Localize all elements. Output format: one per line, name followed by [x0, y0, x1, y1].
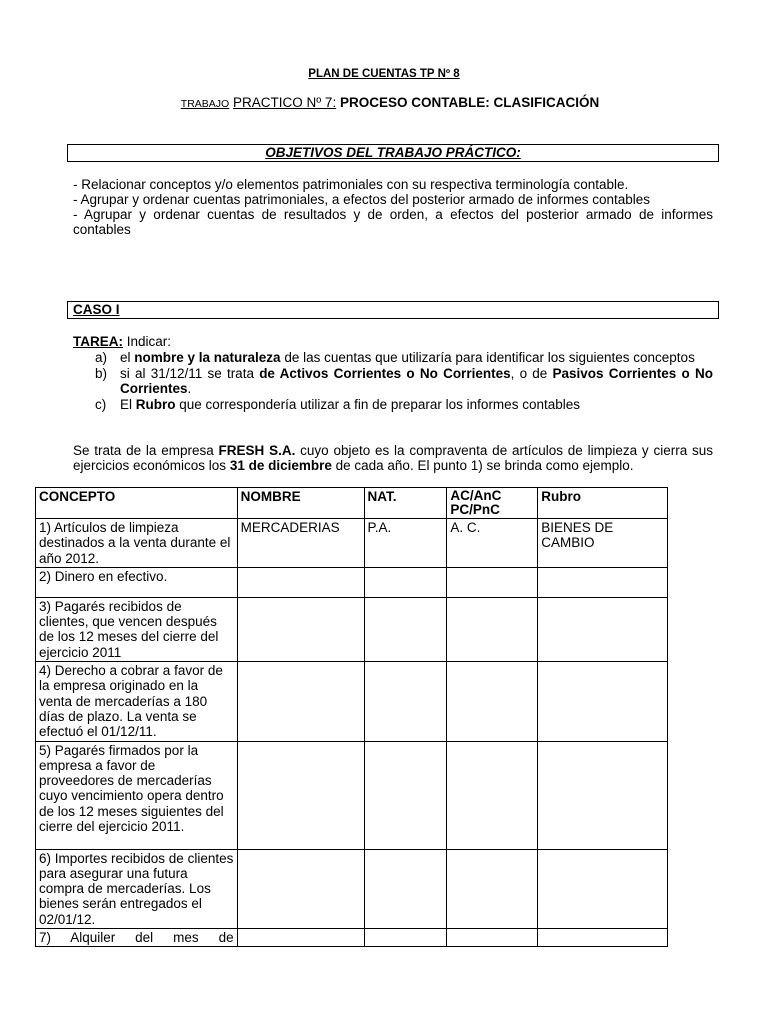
tarea-text: Indicar: [123, 334, 172, 349]
cell-ac[interactable] [447, 567, 538, 597]
cell-nombre[interactable] [237, 567, 364, 597]
header-nombre: NOMBRE [237, 488, 364, 519]
tp-title-subject: PROCESO CONTABLE: CLASIFICACIÓN [336, 95, 600, 110]
task-list [73, 350, 713, 413]
objetivo-item: - Relacionar conceptos y/o elementos patrimoniales con su respectiva terminología contable. [73, 177, 629, 192]
cell-rubro[interactable] [538, 662, 668, 741]
task-item: a) el nombre y la naturaleza de las cuentas que utilizaría para identificar los siguientes conceptos [95, 350, 695, 365]
cell-ac[interactable] [447, 929, 538, 947]
tp-title-number: Nº 7: [302, 95, 337, 110]
table-row [36, 597, 668, 661]
cell-rubro[interactable] [538, 597, 668, 661]
cell-ac[interactable] [447, 662, 538, 741]
case-intro: Se trata de la empresa FRESH S.A. cuyo objeto es la compraventa de artículos de limpieza y cierra sus ejercicios económicos los 31 de diciembre de cada año. El punto 1) se brinda como ejemplo. [73, 443, 714, 473]
cell-rubro[interactable] [538, 567, 668, 597]
tarea-label: TAREA: [73, 334, 123, 349]
task-label: c) [95, 397, 107, 412]
cell-concepto: 7) Alquiler del mes de [36, 929, 238, 947]
cell-ac[interactable] [447, 597, 538, 661]
cell-concepto: 5) Pagarés firmados por la empresa a favor de proveedores de mercaderías cuyo vencimiento opera dentro de los 12 meses siguientes del cierre del ejercicio 2011. [36, 741, 238, 849]
header-rubro: Rubro [538, 488, 668, 519]
cell-rubro[interactable] [538, 849, 668, 928]
header-nat: NAT. [364, 488, 447, 519]
tp-title-practico-text: PRACTICO [232, 95, 303, 110]
task-item: b) si al 31/12/11 se trata de Activos Corrientes o No Corrientes, o de Pasivos Corrientes o No Corrientes. [95, 366, 713, 396]
cell-nombre[interactable] [237, 849, 364, 928]
header-ac: AC/AnC PC/PnC [447, 488, 538, 519]
cell-rubro[interactable] [538, 929, 668, 947]
cell-nat[interactable] [364, 567, 447, 597]
cell-nombre: MERCADERIAS [237, 519, 364, 568]
cell-concepto: 1) Artículos de limpieza destinados a la venta durante el año 2012. [36, 519, 238, 568]
table-row [36, 567, 668, 597]
cell-concepto: 6) Importes recibidos de clientes para asegurar una futura compra de mercaderías. Los bienes serán entregados el 02/01/12. [36, 849, 238, 928]
cell-concepto: 3) Pagarés recibidos de clientes, que vencen después de los 12 meses del cierre del ejercicio 2011 [36, 597, 238, 661]
cell-nombre[interactable] [237, 741, 364, 849]
objetivos-list [73, 177, 713, 237]
cell-nat: P.A. [364, 519, 447, 568]
table-row [36, 662, 668, 741]
cell-nombre[interactable] [237, 662, 364, 741]
caso-heading: CASO I [67, 301, 719, 319]
tp-title [0, 95, 768, 110]
table-header-row [36, 488, 668, 519]
cell-rubro[interactable] [538, 741, 668, 849]
task-label: b) [95, 366, 108, 381]
accounts-table [35, 487, 668, 947]
table-row [36, 519, 668, 568]
task-label: a) [95, 350, 108, 365]
objetivo-item: - Agrupar y ordenar cuentas de resultados y de orden, a efectos del posterior armado de informes contables [73, 207, 713, 237]
cell-nat[interactable] [364, 597, 447, 661]
cell-nat[interactable] [364, 849, 447, 928]
objetivo-item: - Agrupar y ordenar cuentas patrimoniales, a efectos del posterior armado de informes contables [73, 192, 651, 207]
cell-nombre[interactable] [237, 597, 364, 661]
cell-ac[interactable] [447, 849, 538, 928]
cell-nat[interactable] [364, 741, 447, 849]
table-row [36, 849, 668, 928]
cell-nat[interactable] [364, 662, 447, 741]
tp-title-trabajo: TRABAJO [180, 98, 230, 110]
table-row [36, 741, 668, 849]
cell-ac[interactable] [447, 741, 538, 849]
header-concepto: CONCEPTO [36, 488, 238, 519]
cell-nombre[interactable] [237, 929, 364, 947]
cell-nat[interactable] [364, 929, 447, 947]
tarea-line [73, 334, 171, 349]
cell-rubro: BIENES DE CAMBIO [538, 519, 668, 568]
cell-concepto: 2) Dinero en efectivo. [36, 567, 238, 597]
task-item: c) El Rubro que correspondería utilizar a fin de preparar los informes contables [95, 397, 580, 412]
tp-title-practico [233, 95, 336, 110]
objetivos-heading: OBJETIVOS DEL TRABAJO PRÁCTICO: [67, 144, 719, 162]
table-row [36, 929, 668, 947]
plan-title: PLAN DE CUENTAS TP Nº 8 [308, 68, 460, 80]
cell-ac: A. C. [447, 519, 538, 568]
cell-concepto: 4) Derecho a cobrar a favor de la empresa originado en la venta de mercaderías a 180 días de plazo. La venta se efectuó el 01/12/11. [36, 662, 238, 741]
